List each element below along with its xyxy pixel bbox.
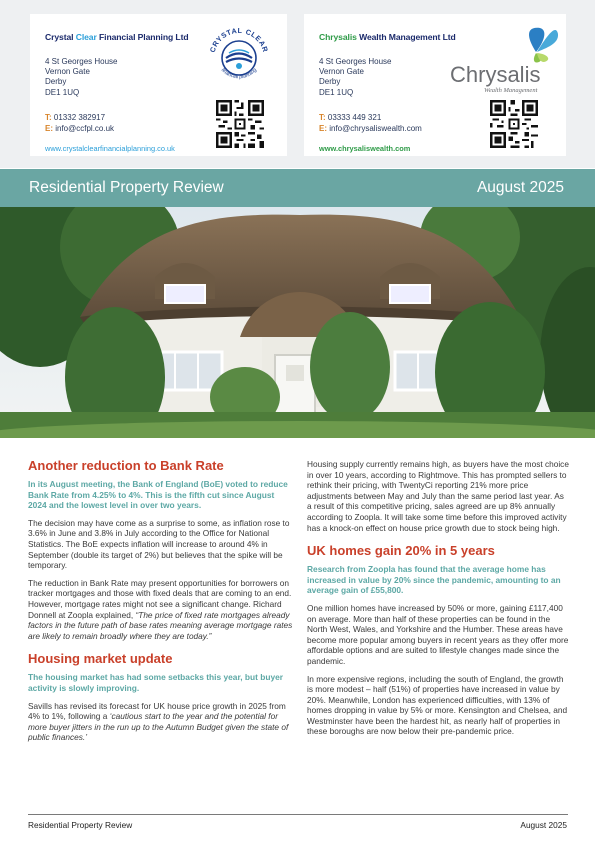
article-paragraph: Savills has revised its forecast for UK house price growth in 2025 from 4% to 1%, following a ‘cautious start to the year and the potential for more buyer jitters in the run up to the Autumn Budget given the state of public finances.’ (28, 700, 289, 743)
article-lead: In its August meeting, the Bank of England (BoE) voted to reduce Bank Rate from 4.25% to 4%. This is the fifth cut since August 2024 and the lowest level in over two years. (28, 479, 288, 511)
quote: ‘cautious start to the year and the potential for more buyer jitters in the run up to the Autumn Budget given the state of public finances.’ (28, 711, 289, 743)
qr-code-icon[interactable] (490, 100, 538, 148)
article-heading-bank-rate: Another reduction to Bank Rate (28, 458, 224, 473)
firm-address: 4 St Georges House Vernon Gate Derby DE1 1UQ (319, 57, 392, 97)
footer-title: Residential Property Review (28, 820, 133, 830)
article-paragraph: Housing supply currently remains high, as buyers have the most choice in over 10 years, according to Rightmove. This has prompted sellers to rethink their pricing, with TwentyCi reporting 21% more price adjustments between May and July than the same period last year. As a result of this competitive pricing, sales agreed are up 8% annually according to Zoopla. It will take some time before this improved activity has a knock-on effect on house price growth due to stock being high. (307, 459, 569, 533)
left-column (28, 458, 294, 750)
firm-contact: T: 03333 449 321 E: info@chrysaliswealth.com (319, 113, 422, 133)
qr-code-icon[interactable] (216, 100, 264, 148)
logo-word: Chrysalis (450, 62, 541, 87)
cottage-photo (0, 207, 595, 438)
logo-text-bottom: financial planning (219, 67, 259, 81)
firm-name: Chrysalis Wealth Management Ltd (319, 32, 456, 42)
article-heading-housing: Housing market update (28, 651, 173, 667)
footer-date: August 2025 (520, 820, 567, 830)
article-heading-uk-homes: UK homes gain 20% in 5 years (307, 543, 495, 559)
issue-date: August 2025 (476, 179, 564, 196)
phone-number[interactable]: 01332 382917 (51, 113, 106, 122)
email-link[interactable]: info@chrysaliswealth.com (327, 123, 422, 133)
right-column (307, 459, 570, 744)
chrysalis-logo (444, 22, 562, 100)
title-banner (0, 169, 595, 207)
email-link[interactable]: info@ccfpl.co.uk (53, 123, 115, 133)
firm-contact: T: 01332 382917 E: info@ccfpl.co.uk (45, 113, 115, 133)
page-title: Residential Property Review (29, 179, 224, 196)
firm-address: 4 St Georges House Vernon Gate Derby DE1 1UQ (45, 57, 118, 97)
website-link[interactable]: www.crystalclearfinancialplanning.co.uk (45, 144, 175, 153)
footer-rule (28, 814, 568, 815)
article-lead: Research from Zoopla has found that the average home has increased in value by 20% since the pandemic, amounting to an average gain of £55,800. (307, 564, 561, 596)
article-paragraph: One million homes have increased by 50% or more, gaining £117,400 on average. More than half of these properties can be found in the North West, Wales, and Yorkshire and the Humber. These areas have become more popular among buyers in recent years as they offer more affordable options and are suited to lifestyle changes made since the pandemic. (307, 602, 569, 666)
website-link[interactable]: www.chrysaliswealth.com (319, 144, 411, 153)
firm-name: Crystal Clear Financial Planning Ltd (45, 32, 189, 42)
logo-text-top: CRYSTAL CLEAR (207, 25, 271, 54)
chrysalis-card (304, 14, 566, 156)
article-paragraph: The decision may have come as a surprise to some, as inflation rose to 3.6% in June and 3.8% in July according to the Office for National Statistics. The BoE expects inflation will increase to around 4% in September (double its target of 2%) but believes that the spike will be temporary. (28, 517, 290, 571)
phone-number[interactable]: 03333 449 321 (325, 113, 382, 122)
article-lead: The housing market has had some setbacks this year, but buyer activity is slowly improving. (28, 672, 284, 693)
quote: “The price of fixed rate mortgages already factors in the future path of base rates meaning average mortgage rates are likely to remain broadly where they are today.” (28, 609, 293, 641)
article-paragraph: In more expensive regions, including the south of England, the growth is more modest – half (51%) of properties have increased in value by 20%. Meanwhile, London has experienced difficulties, with 13% of homes dropping in value by 5% or more. Kensington and Chelsea, and Westminster have been the hardest hit, as nearly half of properties in these boroughs are now below their pre-pandemic price. (307, 673, 568, 737)
article-paragraph: The reduction in Bank Rate may present opportunities for borrowers on tracker mortgages and those with fixed deals that are coming to an end. However, mortgage rates might not see a significant change. Richard Donnell at Zoopla explained, “The price of fixed rate mortgages already factors in the future path of base rates meaning average mortgage rates are likely to remain broadly where they are today.” (28, 577, 293, 641)
crystal-clear-card (30, 14, 287, 156)
crystal-clear-logo (204, 22, 274, 92)
logo-subtitle: Wealth Management (484, 87, 538, 94)
